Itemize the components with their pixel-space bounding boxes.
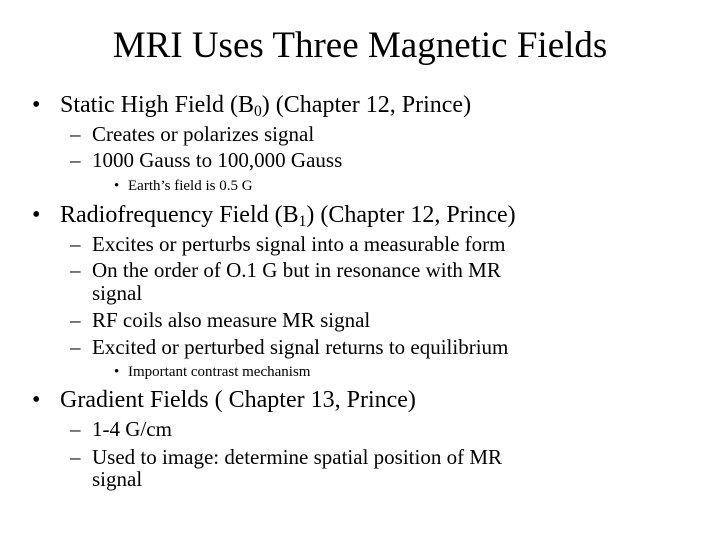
sub-item: [70, 307, 371, 333]
note-text: Earth’s field is 0.5 G: [128, 178, 253, 194]
dash-marker: –: [70, 122, 81, 146]
sub-item-text: Creates or polarizes signal: [92, 122, 315, 146]
dash-marker: –: [70, 417, 81, 441]
dash-marker: –: [70, 335, 81, 359]
sub-item-text: 1-4 G/cm: [92, 417, 172, 441]
sub-item-text: Used to image: determine spatial position of MR: [92, 445, 503, 469]
sub-item: [70, 257, 501, 283]
sub-item-text: RF coils also measure MR signal: [92, 308, 371, 332]
sub-item: [70, 416, 172, 442]
note-item: [114, 177, 253, 195]
subscript: 1: [298, 212, 307, 230]
bullet-static-field: [32, 90, 472, 120]
sub-item-continuation: signal: [92, 281, 143, 305]
sub-item: [70, 334, 509, 360]
dash-marker: –: [70, 232, 81, 256]
dash-marker: –: [70, 258, 81, 282]
bullet-marker: •: [32, 387, 41, 413]
dash-marker: –: [70, 445, 81, 469]
bullet-marker: •: [114, 364, 120, 380]
sub-item-text: 1000 Gauss to 100,000 Gauss: [92, 148, 343, 172]
sub-item: [70, 121, 315, 147]
sub-item-text: On the order of O.1 G but in resonance with MR: [92, 258, 501, 282]
bullet-marker: •: [32, 92, 41, 118]
bullet-marker: •: [32, 202, 41, 228]
bullet-text: Gradient Fields ( Chapter 13, Prince): [60, 387, 416, 413]
slide-title: MRI Uses Three Magnetic Fields: [112, 25, 608, 66]
sub-item-text: Excites or perturbs signal into a measurable form: [92, 232, 506, 256]
subscript: 0: [254, 102, 262, 120]
sub-item: [70, 231, 506, 257]
bullet-rf-field: [32, 200, 516, 230]
dash-marker: –: [70, 308, 81, 332]
dash-marker: –: [70, 148, 81, 172]
note-item: [114, 363, 311, 381]
note-text: Important contrast mechanism: [128, 364, 311, 380]
bullet-text: Radiofrequency Field (B: [60, 202, 299, 228]
bullet-text: Static High Field (B: [60, 92, 254, 118]
sub-item: [70, 147, 343, 173]
sub-item-continuation: signal: [92, 467, 143, 491]
sub-item: [70, 444, 503, 470]
bullet-marker: •: [114, 178, 120, 194]
sub-item-text: Excited or perturbed signal returns to equilibrium: [92, 335, 509, 359]
bullet-text: ) (Chapter 12, Prince): [261, 92, 472, 118]
bullet-text: ) (Chapter 12, Prince): [306, 202, 516, 228]
bullet-gradient-fields: [32, 385, 416, 415]
